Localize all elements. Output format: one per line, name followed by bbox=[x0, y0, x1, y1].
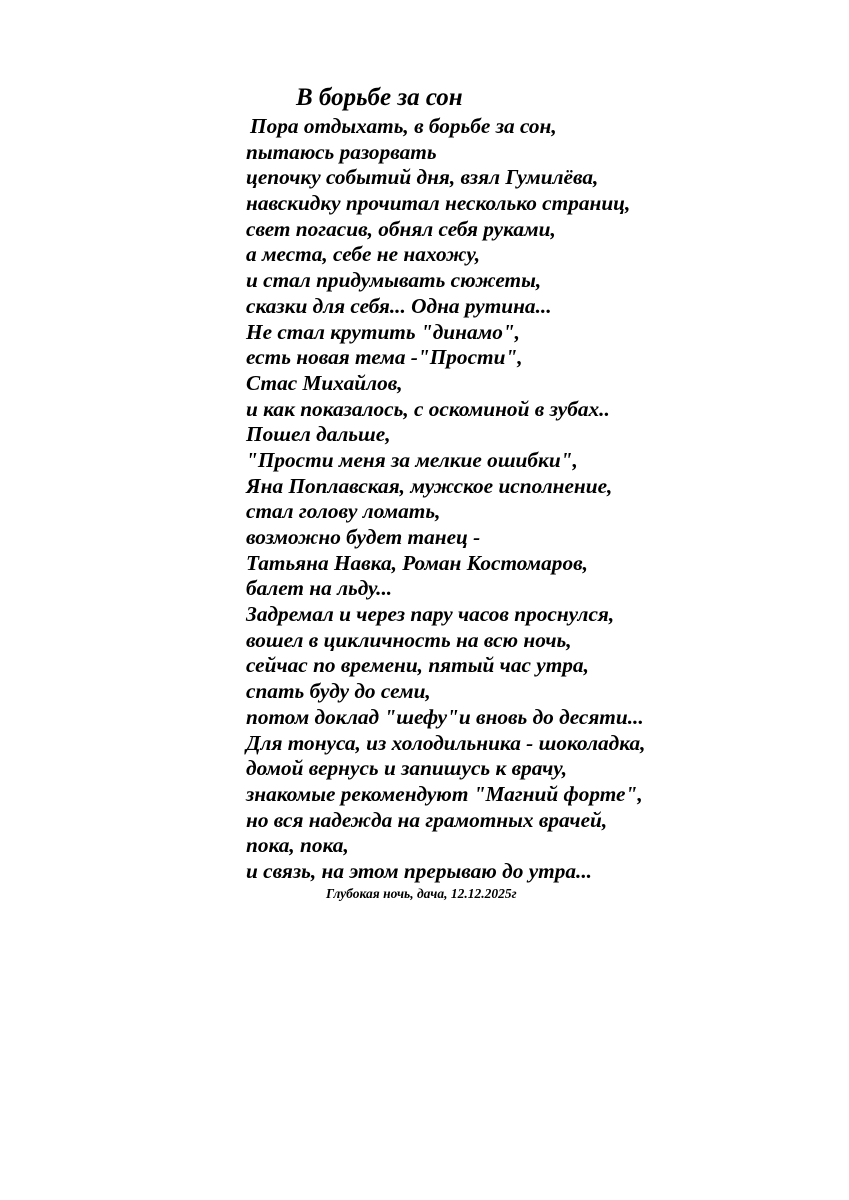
poem-line: потом доклад "шефу"и вновь до десяти... bbox=[246, 704, 644, 729]
poem-line: есть новая тема -"Прости", bbox=[246, 345, 523, 370]
poem-line: и связь, на этом прерываю до утра... bbox=[246, 858, 592, 883]
poem-body bbox=[246, 114, 806, 885]
poem-line: навскидку прочитал несколько страниц, bbox=[246, 191, 631, 216]
poem-line: а места, себе не нахожу, bbox=[246, 242, 481, 267]
poem-line: сказки для себя... Одна рутина... bbox=[246, 293, 552, 318]
poem-line: цепочку событий дня, взял Гумилёва, bbox=[246, 165, 599, 190]
poem-line: вошел в цикличность на всю ночь, bbox=[246, 627, 572, 652]
poem-line: Яна Поплавская, мужское исполнение, bbox=[246, 473, 613, 498]
poem-line: свет погасив, обнял себя руками, bbox=[246, 216, 556, 241]
poem-line: и стал придумывать сюжеты, bbox=[246, 268, 542, 293]
poem-line: и как показалось, с оскоминой в зубах.. bbox=[246, 396, 610, 421]
poem-line: Задремал и через пару часов проснулся, bbox=[246, 602, 615, 627]
poem-line: но вся надежда на грамотных врачей, bbox=[246, 807, 608, 832]
poem-line: Татьяна Навка, Роман Костомаров, bbox=[246, 550, 588, 575]
poem-line: "Прости меня за мелкие ошибки", bbox=[246, 447, 578, 472]
poem-line: спать буду до семи, bbox=[246, 679, 431, 704]
poem-line: Стас Михайлов, bbox=[246, 370, 403, 395]
poem-line: Для тонуса, из холодильника - шоколадка, bbox=[246, 730, 646, 755]
poem-line: пока, пока, bbox=[246, 833, 349, 858]
poem-line: знакомые рекомендуют "Магний форте", bbox=[246, 781, 643, 806]
poem-signature: Глубокая ночь, дача, 12.12.2025г bbox=[326, 885, 517, 901]
poem-line: пытаюсь разорвать bbox=[246, 139, 437, 164]
poem-line: Пошел дальше, bbox=[246, 422, 391, 447]
poem-line: сейчас по времени, пятый час утра, bbox=[246, 653, 589, 678]
poem-line: домой вернусь и запишусь к врачу, bbox=[246, 756, 568, 781]
poem-line: стал голову ломать, bbox=[246, 499, 441, 524]
poem-line: Пора отдыхать, в борьбе за сон, bbox=[250, 114, 557, 138]
poem bbox=[246, 84, 806, 902]
poem-title: В борьбе за сон bbox=[296, 84, 463, 111]
poem-line: Не стал крутить "динамо", bbox=[246, 319, 520, 344]
poem-line: балет на льду... bbox=[246, 576, 393, 601]
poem-line: возможно будет танец - bbox=[246, 525, 481, 549]
